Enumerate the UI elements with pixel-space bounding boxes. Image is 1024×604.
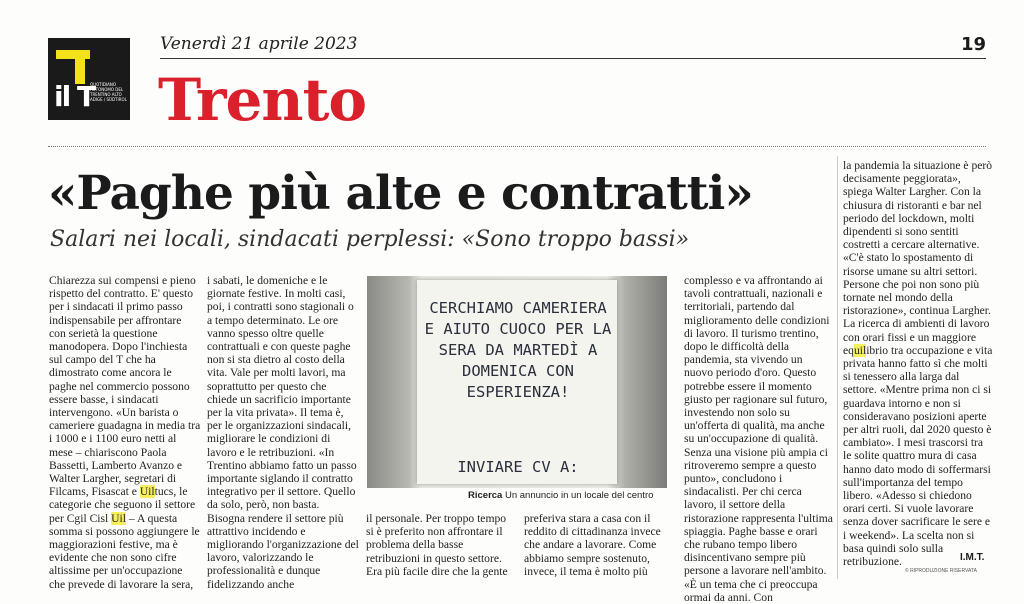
column-text: ibrio tra occupazione e vita privata hanno fatto sì che molti si tenessero alla larga dal settore. «Mentre prima non ci si guardava intorno e non si consideravano posizioni aperte per altri ruoli, dal 2020 questo è cambiato». I mesi trascorsi tra le solite quattro mura di casa hanno dato modo di soffermarsi sull'importanza del tempo libero. «Adesso si chiedono orari certi. Si vuole lavorare senza dover sacrificare le sere e i weekend». La scelta non si basa quindi solo sulla retribuzione. [843, 343, 993, 569]
page-number: 19 [960, 34, 986, 55]
issue-date: Venerdì 21 aprile 2023 [160, 34, 358, 54]
logo-t-stem [75, 50, 85, 84]
subheadline: Salari nei locali, sindacati perplessi: «Sono troppo bassi» [50, 227, 690, 252]
highlight: Uil [111, 511, 126, 525]
article-photo [367, 276, 667, 488]
column-text: tucs, le categorie che seguono il settore per Cgil Cisl [49, 485, 196, 525]
newspaper-logo [48, 38, 130, 120]
article-column-6 [843, 159, 993, 568]
author-signature: I.M.T. [960, 552, 985, 563]
headline: «Paghe più alte e contratti» [48, 166, 753, 221]
logo-tagline: QUOTIDIANO AUTONOMO DEL TRENTINO ALTO ADIGE / SÜDTIROL [90, 82, 127, 102]
column-text: Chiarezza sui compensi e pieno rispetto del contratto. E' questo per i sindacati il primo passo indispensabile per affrontare con serietà la questione manodopera. Dopo l'inchiesta sul campo del T che ha dimostrato come ancora le paghe nel commercio possono essere basse, i sindacati intervengono. «Un barista o cameriere guadagna in media tra i 1000 e i 1100 euro netti al mese – chiariscono Paola Bassetti, Lamberto Avanzo e Walter Largher, segretari di Filcams, Fisascat e [49, 274, 201, 499]
caption-text: Un annuncio in un locale del centro [504, 490, 654, 501]
highlight: Uil [139, 485, 155, 499]
caption-label: Ricerca [468, 490, 503, 501]
logo-text: il T [54, 80, 95, 113]
section-title: Trento [158, 66, 367, 134]
highlight: uil [853, 343, 867, 357]
article-column-4: preferiva stara a casa con il reddito di cittadinanza invece che andare a lavorare. Come abbiamo sempre sostenuto, invece, il tema è molto più [524, 512, 661, 578]
article-column-3: il personale. Per troppo tempo si è preferito non affrontare il problema della basse retribuzioni in questo settore. Era più facile dire che la gente [366, 512, 508, 578]
article-column-1 [49, 274, 201, 591]
article-column-5: complesso e va affrontando ai tavoli contrattuali, nazionali e territoriali, partendo dal miglioramento delle condizioni di lavoro. Il turismo trentino, dopo le difficoltà della pandemia, sta vivendo un nuovo periodo d'oro. Questo potrebbe essere il momento giusto per ragionare sul futuro, investendo non solo su un'offerta di qualità, ma anche su un'occupazione di qualità. Senza una visione più ampia ci ritroveremo sempre a questo punto», concludono i sindacalisti. Per chi cerca lavoro, il settore della ristorazione rappresenta l'ultima spiaggia. Paghe basse e orari che rubano tempo libero disincentivano sempre più persone a lavorare nell'ambito. «È un tema che ci preoccupa ormai da anni. Con [684, 274, 833, 604]
notice-text: CERCHIAMO CAMERIERA E AIUTO CUOCO PER LA SERA DA MARTEDÌ A DOMENICA CON ESPERIENZA! [424, 299, 612, 401]
copyright-note: © RIPRODUZIONE RISERVATA [905, 568, 977, 574]
column-separator [837, 156, 838, 579]
article-column-2: i sabati, le domeniche e le giornate festive. In molti casi, poi, i contratti sono stagionali o a tempo determinato. Le ore vanno spesso oltre quelle contrattuali e con queste paghe non si sta dietro al costo della vita. Vale per molti lavori, ma soprattutto per questo che chiede un sacrificio importante per la vita privata». Il tema è, per le organizzazioni sindacali, migliorare le condizioni di lavoro e le retribuzioni. «In Trentino abbiamo fatto un passo importante siglando il contratto integrativo per il settore. Quello da solo, però, non basta. Bisogna rendere il settore più attrattivo incidendo e migliorando l'organizzazione del lavoro, valorizzando le professionalità e dunque fidelizzando anche [207, 274, 359, 591]
section-divider [48, 146, 986, 147]
photo-caption [468, 490, 653, 501]
column-text: – A questa somma si possono aggiungere le maggiorazioni festive, ma è evidente che non sono cifre altissime per un'occupazione che prevede di lavorare la sera, [49, 511, 200, 591]
header-rule [160, 58, 986, 59]
column-text: la pandemia la situazione è però decisamente peggiorata», spiega Walter Largher. Con la chiusura di ristoranti e bar nel periodo del lockdown, molti dipendenti si sono sentiti costretti a cercare alternative. «C'è stato lo spostamento di risorse umane su altri settori. Persone che poi non sono più tornate nel mondo della ristorazione», continua Largher. La ricerca di ambienti di lavoro con orari fissi e un maggiore eq [843, 159, 993, 357]
notice-text-footer: INVIARE CV A: [457, 458, 579, 476]
